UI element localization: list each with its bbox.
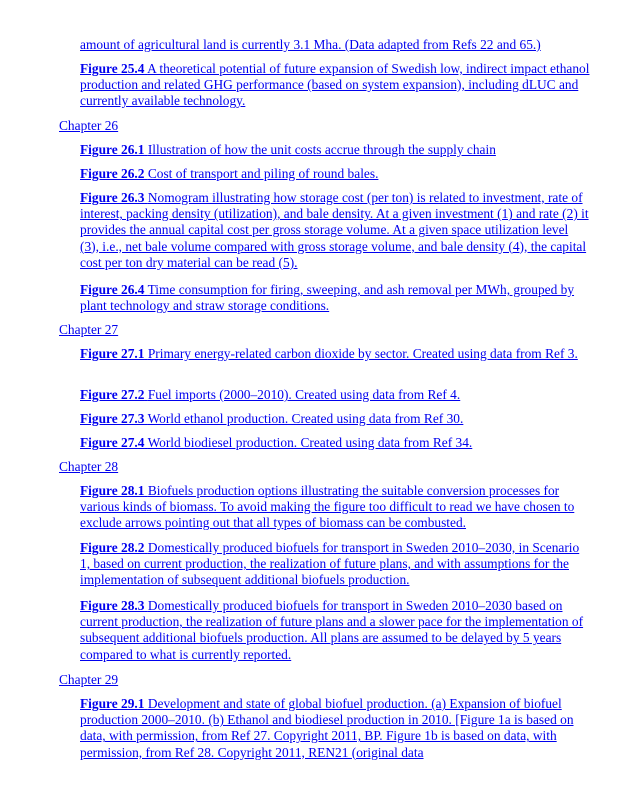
figure-caption: Illustration of how the unit costs accrue through the supply chain: [147, 142, 496, 157]
figure-caption: Time consumption for firing, sweeping, and ash removal per MWh, grouped by plant technology and straw storage conditions.: [80, 282, 575, 314]
figure-label: Figure 27.4: [80, 435, 145, 450]
figure-label: Figure 25.4: [80, 61, 145, 76]
figure-label: Figure 28.3: [80, 598, 145, 613]
figure-caption: Biofuels production options illustrating the suitable conversion processes for various kinds of biomass. To avoid making the figure too difficult to read we have chosen to exclude arrows pointing out that all types of biomass can be combusted.: [80, 483, 575, 531]
figure-caption: Fuel imports (2000–2010). Created using data from Ref 4.: [147, 387, 461, 402]
figure-link-28-1[interactable]: [80, 483, 590, 532]
figure-caption: Domestically produced biofuels for transport in Sweden 2010–2030, in Scenario 1, based on current production, the realization of future plans, and with assumptions for the implementation of subsequent additional biofuels production.: [80, 540, 580, 588]
figure-label: Figure 26.3: [80, 190, 145, 205]
figure-caption: A theoretical potential of future expansion of Swedish low, indirect impact ethanol production and related GHG performance (based on system expansion), including dLUC and currently available technology.: [80, 61, 590, 109]
figure-caption: Primary energy-related carbon dioxide by sector. Created using data from Ref 3.: [147, 346, 578, 361]
figure-label: Figure 28.1: [80, 483, 145, 498]
figure-label: Figure 27.1: [80, 346, 145, 361]
figure-link-26-2[interactable]: [80, 166, 590, 182]
figure-link-27-2[interactable]: [80, 387, 590, 403]
figure-label: Figure 26.2: [80, 166, 145, 181]
figure-link-25-4[interactable]: [80, 61, 590, 110]
figure-label: Figure 28.2: [80, 540, 145, 555]
figure-label: Figure 27.2: [80, 387, 145, 402]
figure-link-28-2[interactable]: [80, 540, 590, 589]
intro-continuation-link[interactable]: amount of agricultural land is currently 3.1 Mha. (Data adapted from Refs 22 and 65.): [80, 37, 541, 52]
figure-link-26-4[interactable]: [80, 282, 590, 314]
figure-link-28-3[interactable]: [80, 598, 590, 663]
figure-link-26-3[interactable]: [80, 190, 590, 271]
chapter-link-29[interactable]: Chapter 29: [59, 672, 119, 687]
figure-link-29-1[interactable]: [80, 696, 590, 761]
chapter-link-28[interactable]: Chapter 28: [59, 459, 119, 474]
figure-link-26-1[interactable]: [80, 142, 590, 158]
figure-caption: Development and state of global biofuel production. (a) Expansion of biofuel production 2000–2010. (b) Ethanol and biodiesel production in 2010. [Figure 1a is based on data, with permission, from Ref 27. Copyright 2011, BP. Figure 1b is based on data, with permission, from Ref 28. Copyright 2011, REN21 (original data: [80, 696, 574, 760]
figure-caption: World biodiesel production. Created using data from Ref 34.: [147, 435, 473, 450]
figure-label: Figure 27.3: [80, 411, 145, 426]
figure-label: Figure 29.1: [80, 696, 145, 711]
chapter-link-26[interactable]: Chapter 26: [59, 118, 119, 133]
figure-caption: Cost of transport and piling of round bales.: [147, 166, 379, 181]
figure-label: Figure 26.1: [80, 142, 145, 157]
figure-label: Figure 26.4: [80, 282, 145, 297]
figure-caption: World ethanol production. Created using data from Ref 30.: [147, 411, 464, 426]
chapter-link-27[interactable]: Chapter 27: [59, 322, 119, 337]
figure-link-27-3[interactable]: [80, 411, 590, 427]
figure-link-27-1[interactable]: [80, 346, 590, 362]
figure-caption: Domestically produced biofuels for transport in Sweden 2010–2030 based on current production, the realization of future plans and a slower pace for the implementation of subsequent additional biofuels production. All plans are assumed to be delayed by 5 years compared to what is currently reported.: [80, 598, 584, 662]
figure-link-27-4[interactable]: [80, 435, 590, 451]
figure-caption: Nomogram illustrating how storage cost (per ton) is related to investment, rate of interest, packing density (utilization), and bale density. At a given investment (1) and rate (2) it provides the annual capital cost per gross storage volume. At a given space utilization level (3), i.e., net bale volume compared with gross storage volume, and bale density (4), the capital cost per ton dry material can be read (5).: [80, 190, 589, 270]
